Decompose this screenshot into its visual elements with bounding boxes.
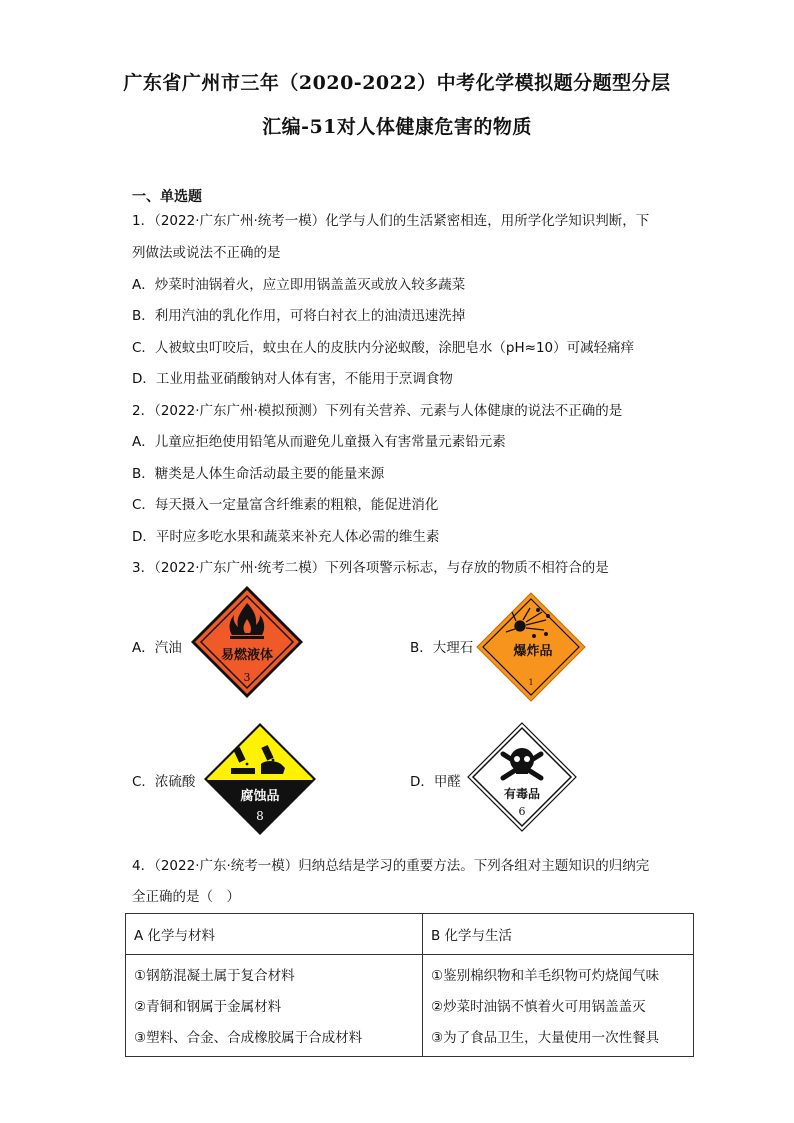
table-cell-b xyxy=(423,955,694,1057)
explosive-sign-number: 1 xyxy=(528,678,534,687)
table-cell-a xyxy=(126,955,423,1057)
question-1-option-a: A．炒菜时油锅着火，应立即用锅盖盖灭或放入较多蔬菜 xyxy=(132,277,466,293)
flammable-sign-number: 3 xyxy=(243,671,251,684)
flammable-sign-text: 易燃液体 xyxy=(220,648,274,663)
knowledge-table xyxy=(125,913,694,1057)
table-header-row xyxy=(126,914,694,955)
toxic-sign-text: 有毒品 xyxy=(503,787,541,801)
explosive-sign-text: 爆炸品 xyxy=(513,644,553,659)
question-2-option-a: A．儿童应拒绝使用铅笔从而避免儿童摄入有害常量元素铅元素 xyxy=(132,434,506,450)
table-item: ③塑料、合金、合成橡胶属于合成材料 xyxy=(134,1030,363,1046)
table-item: ②炒菜时油锅不慎着火可用锅盖盖灭 xyxy=(431,999,646,1015)
table-item: ①钢筋混凝土属于复合材料 xyxy=(134,968,295,984)
table-item: ①鉴别棉织物和羊毛织物可灼烧闻气味 xyxy=(431,968,660,984)
question-1-stem-line2: 列做法或说法不正确的是 xyxy=(132,245,281,261)
table-header-a: A 化学与材料 xyxy=(126,914,423,955)
explosive-sign xyxy=(476,592,586,702)
question-2-option-c: C．每天摄入一定量富含纤维素的粗粮，能促进消化 xyxy=(132,497,439,513)
table-row xyxy=(126,955,694,1057)
question-3-option-c-label: C．浓硫酸 xyxy=(132,774,196,790)
section-heading: 一、单选题 xyxy=(132,189,202,205)
question-1-stem-line1: 1．（2022·广东广州·统考一模）化学与人们的生活紧密相连，用所学化学知识判断，下 xyxy=(132,213,650,229)
corrosive-sign-number: 8 xyxy=(256,809,264,823)
table-header-b: B 化学与生活 xyxy=(423,914,694,955)
question-3-option-b-label: B．大理石 xyxy=(410,640,474,656)
corrosive-sign xyxy=(203,722,317,836)
question-2-option-d: D．平时应多吃水果和蔬菜来补充人体必需的维生素 xyxy=(132,529,440,545)
table-item: ②青铜和钢属于金属材料 xyxy=(134,999,282,1015)
question-1-option-b: B．利用汽油的乳化作用，可将白衬衣上的油渍迅速洗掉 xyxy=(132,308,466,324)
question-1-option-d: D．工业用盐亚硝酸钠对人体有害，不能用于烹调食物 xyxy=(132,371,453,387)
question-2-stem: 2．（2022·广东广州·模拟预测）下列有关营养、元素与人体健康的说法不正确的是 xyxy=(132,403,623,419)
toxic-sign-number: 6 xyxy=(518,805,526,818)
flammable-liquid-sign xyxy=(190,585,304,699)
page-title-line2: 汇编-51对人体健康危害的物质 xyxy=(262,116,532,138)
table-item: ③为了食品卫生，大量使用一次性餐具 xyxy=(431,1030,660,1046)
question-4-stem-line2: 全正确的是（ ） xyxy=(132,889,240,905)
question-3-option-a-label: A．汽油 xyxy=(132,640,182,656)
question-4-stem-line1: 4．（2022·广东·统考一模）归纳总结是学习的重要方法。下列各组对主题知识的归纳完 xyxy=(132,858,650,874)
question-2-option-b: B．糖类是人体生命活动最主要的能量来源 xyxy=(132,466,385,482)
corrosive-sign-text: 腐蚀品 xyxy=(240,789,280,804)
toxic-sign xyxy=(467,722,577,832)
question-3-option-d-label: D．甲醛 xyxy=(410,774,461,790)
question-3-stem: 3．（2022·广东广州·统考二模）下列各项警示标志，与存放的物质不相符合的是 xyxy=(132,560,609,576)
page-title-line1: 广东省广州市三年（2020-2022）中考化学模拟题分题型分层 xyxy=(123,72,671,94)
question-1-option-c: C．人被蚊虫叮咬后，蚊虫在人的皮肤内分泌蚁酸，涂肥皂水（pH≈10）可减轻痛痒 xyxy=(132,340,635,356)
